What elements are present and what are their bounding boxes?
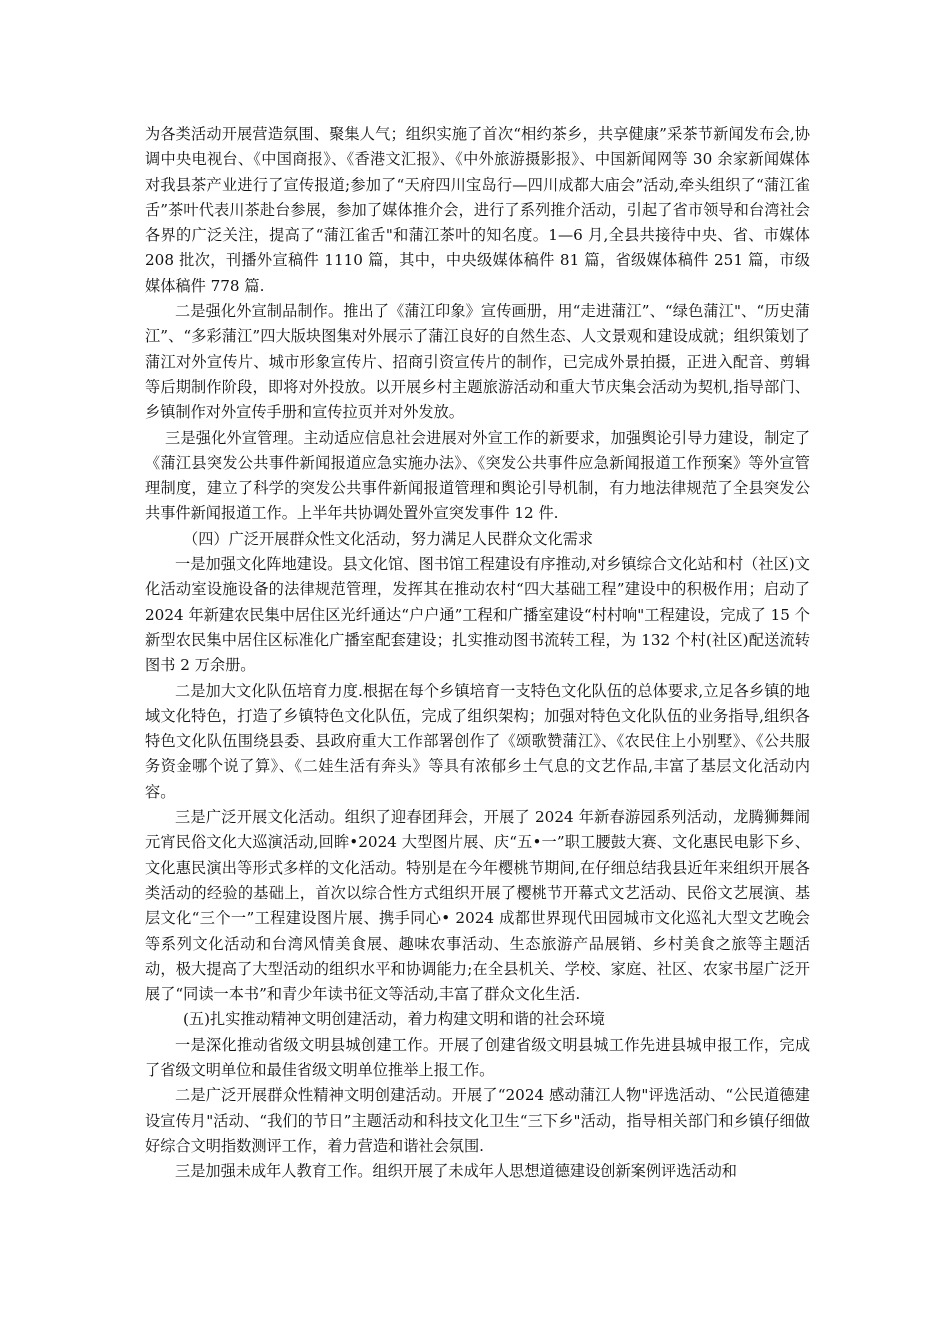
paragraph: 一是深化推动省级文明县城创建工作。开展了创建省级文明县城工作先进县城申报工作，完成了省级文明单位和最佳省级文明单位推举上报工作。 — [145, 1035, 810, 1079]
paragraph: 三是加强未成年人教育工作。组织开展了未成年人思想道德建设创新案例评选活动和 — [175, 1162, 737, 1181]
section-heading: (五)扎实推动精神文明创建活动，着力构建文明和谐的社会环境 — [183, 1010, 605, 1029]
paragraph: 为各类活动开展营造氛围、聚集人气；组织实施了首次“相约茶乡，共享健康”采茶节新闻发布会,协调中央电视台、《中国商报》、《香港文汇报》、《中外旅游摄影报》、中国新闻网等 30 余家新闻媒体对我县茶产业进行了宣传报道;参加了“天府四川宝岛行—四川成都大庙会”活动,牵头组织了“蒲江雀舌”茶叶代表川茶赴台参展，参加了媒体推介会，进行了系列推介活动，引起了省市领导和台湾社会各界的广泛关注，提高了“蒲江雀舌"和蒲江茶叶的知名度。1—6 月,全县共接待中央、省、市媒体 208 批次，刊播外宣稿件 1110 篇，其中，中央级媒体稿件 81 篇，省级媒体稿件 251 篇，市级媒体稿件 778 篇. — [145, 125, 810, 295]
paragraph: 一是加强文化阵地建设。县文化馆、图书馆工程建设有序推动,对乡镇综合文化站和村（社区)文化活动室设施设备的法律规范管理，发挥其在推动农村“四大基础工程”建设中的积极作用；启动了 2024 年新建农民集中居住区光纤通达“户户通”工程和广播室建设“村村响"工程建设，完成了 15 个新型农民集中居住区标准化广播室配套建设；扎实推动图书流转工程，为 132 个村(社区)配送流转图书 2 万余册。 — [145, 555, 810, 675]
document-body — [145, 122, 810, 1184]
paragraph: 三是广泛开展文化活动。组织了迎春团拜会，开展了 2024 年新春游园系列活动，龙腾狮舞闹元宵民俗文化大巡演活动,回眸•2024 大型图片展、庆“五•一”职工腰鼓大赛、文化惠民电影下乡、文化惠民演出等形式多样的文化活动。特别是在今年樱桃节期间,在仔细总结我县近年来组织开展各类活动的经验的基础上，首次以综合性方式组织开展了樱桃节开幕式文艺活动、民俗文艺展演、基层文化“三个一”工程建设图片展、携手同心• 2024 成都世界现代田园城市文化巡礼大型文艺晚会等系列文化活动和台湾风情美食展、趣味农事活动、生态旅游产品展销、乡村美食之旅等主题活动，极大提高了大型活动的组织水平和协调能力;在全县机关、学校、家庭、社区、农家书屋广泛开展了“同读一本书”和青少年读书征文等活动,丰富了群众文化生活. — [145, 808, 810, 1004]
paragraph: 二是广泛开展群众性精神文明创建活动。开展了“2024 感动蒲江人物"评选活动、“公民道德建设宣传月"活动、“我们的节日”主题活动和科技文化卫生“三下乡"活动，指导相关部门和乡镇仔细做好综合文明指数测评工作，着力营造和谐社会氛围. — [145, 1086, 810, 1155]
section-heading: （四）广泛开展群众性文化活动，努力满足人民群众文化需求 — [183, 529, 594, 548]
paragraph: 二是加大文化队伍培育力度.根据在每个乡镇培育一支特色文化队伍的总体要求,立足各乡镇的地域文化特色，打造了乡镇特色文化队伍，完成了组织架构；加强对特色文化队伍的业务指导,组织各特色文化队伍围绕县委、县政府重大工作部署创作了《颂歌赞蒲江》、《农民住上小别墅》、《公共服务资金哪个说了算》、《二娃生活有奔头》等具有浓郁乡土气息的文艺作品,丰富了基层文化活动内容。 — [145, 681, 810, 801]
paragraph: 二是强化外宣制品制作。推出了《蒲江印象》宣传画册，用“走进蒲江”、“绿色蒲江"、“历史蒲江”、“多彩蒲江”四大版块图集对外展示了蒲江良好的自然生态、人文景观和建设成就；组织策划了蒲江对外宣传片、城市形象宣传片、招商引资宣传片的制作，已完成外景拍摄，正进入配音、剪辑等后期制作阶段，即将对外投放。以开展乡村主题旅游活动和重大节庆集会活动为契机,指导部门、乡镇制作对外宣传手册和宣传拉页并对外发放。 — [145, 302, 810, 422]
paragraph: 三是强化外宣管理。主动适应信息社会进展对外宣工作的新要求，加强舆论引导力建设，制定了《蒲江县突发公共事件新闻报道应急实施办法》、《突发公共事件应急新闻报道工作预案》等外宣管理制度，建立了科学的突发公共事件新闻报道管理和舆论引导机制，有力地法律规范了全县突发公共事件新闻报道工作。上半年共协调处置外宣突发事件 12 件. — [145, 428, 810, 523]
